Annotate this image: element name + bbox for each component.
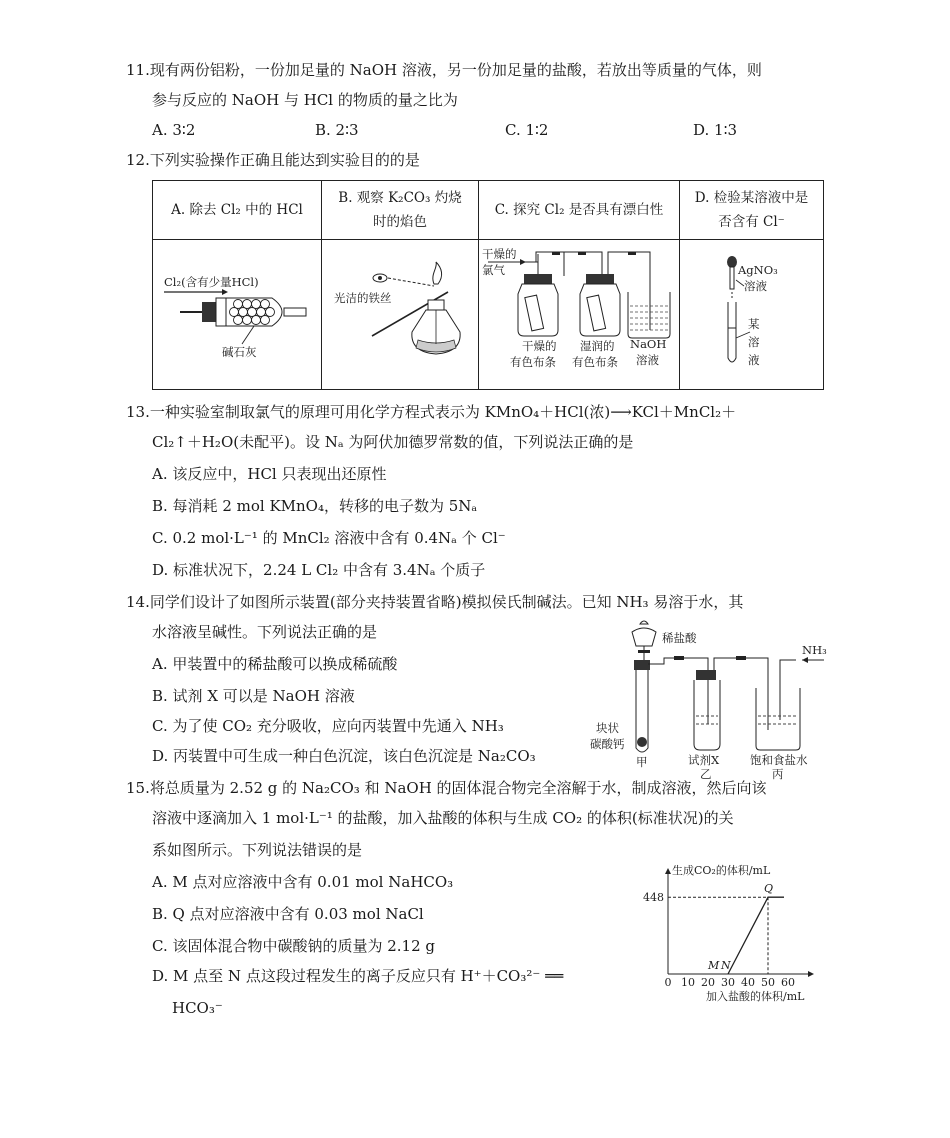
q12-header-a: A. 除去 Cl₂ 中的 HCl	[153, 181, 322, 240]
co2-series-line	[728, 897, 784, 974]
label-yi: 乙	[700, 767, 712, 781]
q11-line1	[126, 60, 762, 80]
q14-option-c: C. 为了使 CO₂ 充分吸收，应向丙装置中先通入 NH₃	[152, 717, 504, 735]
q14-option-b: B. 试剂 X 可以是 NaOH 溶液	[152, 687, 355, 705]
q11-stem: 现有两份铝粉，一份加足量的 NaOH 溶液，另一份加足量的盐酸，若放出等质量的气体，则	[149, 61, 762, 79]
x-tick-label: 20	[701, 976, 715, 989]
q15-line3: 系如图所示。下列说法错误的是	[152, 841, 363, 859]
solid-label-1: 块状	[596, 721, 619, 735]
b-wire-label: 光洁的铁丝	[334, 291, 392, 305]
y-tick-label: 448	[643, 891, 664, 905]
q11-option-a: A. 3∶2	[152, 121, 196, 139]
q12-line1	[126, 150, 420, 170]
x-tick-label: 10	[681, 976, 695, 989]
q15-option-d: D. M 点至 N 点这段过程发生的离子反应只有 H⁺＋CO₃²⁻ ══	[152, 967, 564, 985]
c-naoh-label-2: 溶液	[636, 353, 659, 367]
q11-option-d: D. 1∶3	[693, 121, 738, 139]
q11-number: 11.	[126, 61, 150, 79]
q14-line1	[126, 592, 743, 612]
point-label-n: N	[721, 959, 731, 972]
c-cloth2-label-a: 湿润的	[580, 339, 615, 353]
q15-number: 15.	[126, 779, 150, 797]
q13-option-b: B. 每消耗 2 mol KMnO₄，转移的电子数为 5Nₐ	[152, 497, 478, 515]
c-gas-label-1: 干燥的	[482, 247, 517, 261]
x-tick-label: 50	[761, 976, 775, 989]
q13-option-c: C. 0.2 mol·L⁻¹ 的 MnCl₂ 溶液中含有 0.4Nₐ 个 Cl⁻	[152, 529, 506, 547]
c-naoh-label-1: NaOH	[630, 337, 667, 351]
q13-option-a: A. 该反应中，HCl 只表现出还原性	[152, 465, 387, 483]
q11-option-b: B. 2∶3	[315, 121, 359, 139]
q15-option-a: A. M 点对应溶液中含有 0.01 mol NaHCO₃	[152, 873, 454, 891]
c-cloth2-label-b: 有色布条	[572, 355, 618, 369]
q15-option-b: B. Q 点对应溶液中含有 0.03 mol NaCl	[152, 905, 424, 923]
x-tick-label: 60	[781, 976, 795, 989]
q15-stem: 将总质量为 2.52 g 的 Na₂CO₃ 和 NaOH 的固体混合物完全溶解于水，制成溶液，然后向该	[149, 779, 767, 797]
point-label-q: Q	[764, 882, 774, 896]
a-solid-label: 碱石灰	[222, 345, 257, 359]
d-solution-label-3: 液	[748, 353, 760, 367]
q14-line2: 水溶液呈碱性。下列说法正确的是	[152, 623, 378, 641]
q12-figure-a	[152, 240, 322, 390]
q15-option-d-cont: HCO₃⁻	[172, 999, 223, 1017]
a-gas-label: Cl₂(含有少量HCl)	[164, 275, 259, 289]
d-solution-label-2: 溶	[748, 335, 760, 349]
q15-chart	[636, 866, 836, 1006]
q14-option-a: A. 甲装置中的稀盐酸可以换成稀硫酸	[152, 655, 398, 673]
label-jia: 甲	[636, 755, 648, 769]
y-axis-arrow	[665, 868, 671, 874]
c-cloth1-label-b: 有色布条	[510, 355, 556, 369]
acid-label: 稀盐酸	[662, 631, 697, 645]
q14-stem: 同学们设计了如图所示装置(部分夹持装置省略)模拟侯氏制碱法。已知 NH₃ 易溶于水，其	[149, 593, 744, 611]
q12-header-d: D. 检验某溶液中是 否含有 Cl⁻	[680, 181, 824, 240]
brine-label: 饱和食盐水	[750, 753, 808, 767]
q13-line2: Cl₂↑＋H₂O(未配平)。设 Nₐ 为阿伏加德罗常数的值，下列说法正确的是	[152, 433, 634, 451]
q14-number: 14.	[126, 593, 150, 611]
q14-option-d: D. 丙装置中可生成一种白色沉淀，该白色沉淀是 Na₂CO₃	[152, 747, 536, 765]
q12-stem: 下列实验操作正确且能达到实验目的的是	[149, 151, 420, 169]
d-solution-label-1: 某	[748, 317, 760, 331]
q13-stem: 一种实验室制取氯气的原理可用化学方程式表示为 KMnO₄＋HCl(浓)⟶KCl＋MnCl₂＋	[149, 403, 737, 421]
q12-number: 12.	[126, 151, 150, 169]
label-bing: 丙	[772, 767, 784, 781]
q12-figure-d	[678, 240, 824, 390]
c-cloth1-label-a: 干燥的	[522, 339, 557, 353]
q14-apparatus	[590, 620, 830, 781]
q15-line2: 溶液中逐滴加入 1 mol·L⁻¹ 的盐酸，加入盐酸的体积与生成 CO₂ 的体积(标准状况)的关	[152, 809, 734, 827]
q13-number: 13.	[126, 403, 150, 421]
q13-option-d: D. 标准状况下，2.24 L Cl₂ 中含有 3.4Nₐ 个质子	[152, 561, 486, 579]
q12-header-b: B. 观察 K₂CO₃ 灼烧 时的焰色	[322, 181, 479, 240]
y-axis-label: 生成CO₂的体积/mL	[672, 864, 771, 877]
q11-option-c: C. 1∶2	[505, 121, 549, 139]
c-gas-label-2: 氯气	[482, 263, 505, 277]
x-axis-label: 加入盐酸的体积/mL	[706, 990, 805, 1003]
x-tick-label: 40	[741, 976, 755, 989]
point-label-m: M	[708, 959, 720, 972]
x-axis-arrow	[808, 971, 814, 977]
q15-line1	[126, 778, 767, 798]
x-tick-label: 30	[721, 976, 735, 989]
q12-figure-b	[322, 240, 478, 390]
q12-header-c: C. 探究 Cl₂ 是否具有漂白性	[479, 181, 680, 240]
q12-figure-c	[478, 240, 678, 390]
nh3-label: NH₃	[802, 643, 827, 657]
d-reagent-label-1: AgNO₃	[738, 263, 778, 277]
solid-label-2: 碳酸钙	[590, 737, 625, 751]
q13-line1	[126, 402, 736, 422]
d-reagent-label-2: 溶液	[744, 279, 767, 293]
reagent-label: 试剂X	[688, 753, 720, 767]
q11-line2: 参与反应的 NaOH 与 HCl 的物质的量之比为	[152, 91, 458, 109]
q15-option-c: C. 该固体混合物中碳酸钠的质量为 2.12 g	[152, 937, 436, 955]
x-tick-label: 0	[664, 976, 672, 989]
